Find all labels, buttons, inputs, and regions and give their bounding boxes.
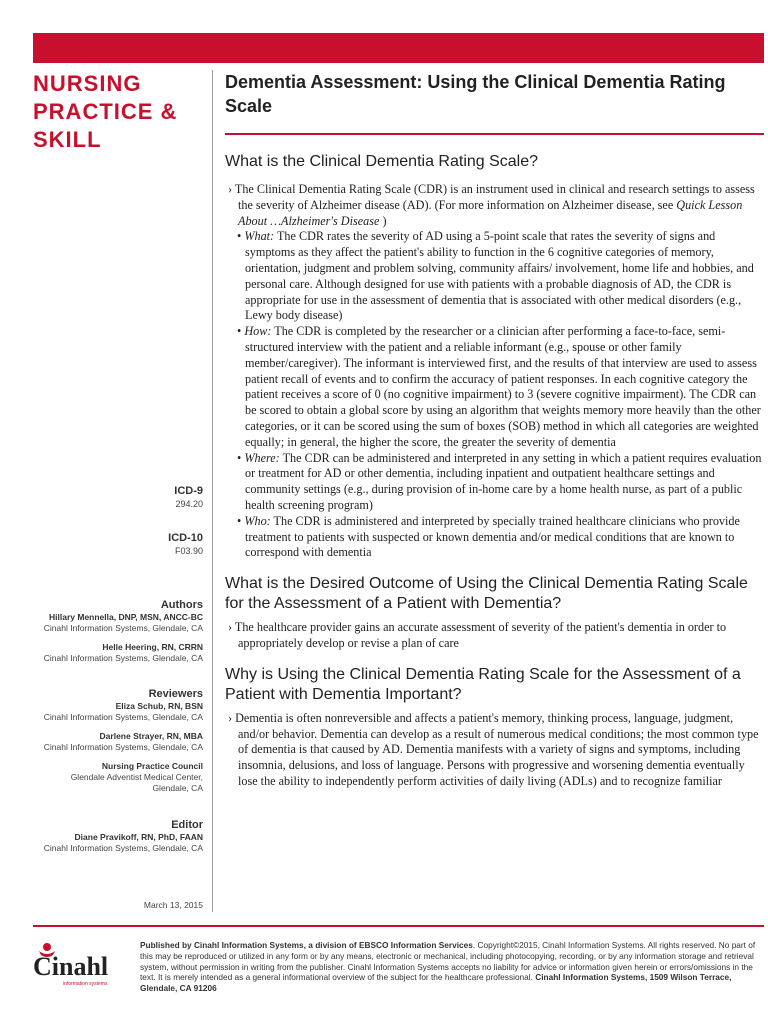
author-org: Cinahl Information Systems, Glendale, CA (43, 653, 203, 663)
document-title: Dementia Assessment: Using the Clinical Dementia Rating Scale (225, 72, 726, 116)
bullet-item: • Who: The CDR is administered and interpreted by specially trained healthcare clinicians who provide treatment to patients with suspected or known dementia and/or medical conditions that are known to correspond with dementia (237, 513, 740, 560)
paragraph-text: ) (379, 213, 387, 228)
bullet-text: The CDR is administered and interpreted by specially trained healthcare clinicians who provide treatment to patients with suspected or known dementia and/or medical conditions that are known to correspond with dementia (245, 513, 740, 560)
logo-wordmark: Cinahl (33, 952, 109, 981)
bullet-label: Who: (244, 513, 271, 528)
author-name: Hillary Mennella, DNP, MSN, ANCC-BC (49, 612, 203, 622)
icd9-block (33, 484, 203, 510)
brand-line-2: PRACTICE & (33, 99, 178, 124)
footer-body: . Copyright©2015, Cinahl Information Systems. All rights reserved. No part of this may be reproduced or utilized in any form or by any means, electronic or mechanical, including photocopying, recording, or by any information storage and retrieval system, without permission in writing from the publisher. Cinahl Information Systems accepts no liability for advice or information given herein or errors/omissions in the text. It is merely intended as a general informational overview of the subject for the healthcare professional. (140, 940, 756, 983)
reviewer-org: Cinahl Information Systems, Glendale, CA (43, 742, 203, 752)
bullet-label: How: (244, 324, 272, 339)
title-rule (225, 133, 764, 135)
column-divider (212, 70, 213, 912)
date-block (33, 900, 203, 911)
author-name: Helle Heering, RN, CRRN (102, 642, 203, 652)
section-heading: What is the Desired Outcome of Using the Clinical Dementia Rating Scale for the Assessment of a Patient with Dementia? (225, 575, 748, 613)
footer-publisher: Published by Cinahl Information Systems, a division of EBSCO Information Services (140, 940, 473, 950)
icd9-code: 294.20 (175, 499, 203, 509)
editor-block (33, 818, 203, 854)
bullet-text: The CDR can be administered and interpreted in any setting in which a patient requires evaluation or treatment for AD or other dementia, including inpatient and outpatient healthcare settings and community settings (e.g., during provision of in-home care by a home health nurse, as part of a public health screening program) (245, 450, 762, 512)
reviewer-name: Darlene Strayer, RN, MBA (99, 731, 203, 741)
icd9-label: ICD-9 (174, 485, 203, 497)
bullet-text: The CDR rates the severity of AD using a 5-point scale that rates the severity of signs and symptoms as they affect the patient's ability to function in the 6 cognitive categories of memory, orientation, judgment and problem solving, community affairs/ involvement, home life and hobbies, and personal care. Although designed for use with patients with a probable diagnosis of AD, the CDR is appropriate for use in the assessment of dementia that is associated with other medical disorders (e.g., Lewy body disease) (245, 229, 754, 323)
editor-org: Cinahl Information Systems, Glendale, CA (43, 843, 203, 853)
council-city: Glendale, CA (152, 783, 203, 793)
paragraph: › The healthcare provider gains an accurate assessment of severity of the patient's dementia in order to appropriately develop or revise a plan of care (228, 620, 727, 650)
bullet-label: Where: (244, 450, 280, 465)
bullet-text: The CDR is completed by the researcher or a clinician after performing a face-to-face, semi-structured interview with the patient and a reliable informant (e.g., spouse or other family member/caregiver). The informant is interviewed first, and the results of that interview are used to assess patient recall of events and to confirm the accuracy of patient responses. In each cognitive category the patient receives a score of 0 (no cognitive impairment) to 3 (severe cognitive impairment). The CDR can be scored to obtain a global score by using an algorithm that weights memory more heavily than the other categories, or it can be scored using the sum of boxes (SOB) method in which all categories are weighted equally; in general, the higher the score, the greater the severity of dementia (245, 324, 761, 449)
icd10-label: ICD-10 (168, 532, 203, 544)
publication-date: March 13, 2015 (143, 900, 203, 910)
brand-line-3: SKILL (33, 127, 102, 152)
editor-label: Editor (171, 819, 203, 831)
editor-name: Diane Pravikoff, RN, PhD, FAAN (74, 832, 203, 842)
reviewers-label: Reviewers (148, 688, 203, 700)
council-name: Nursing Practice Council (101, 761, 203, 771)
brand-line-1: NURSING (33, 71, 142, 96)
cinahl-logo (33, 937, 133, 989)
bullet-item: • Where: The CDR can be administered and interpreted in any setting in which a patient requires evaluation or treatment for AD or other dementia, including inpatient and outpatient healthcare settings and community settings (e.g., during provision of in-home care by a home health nurse, as part of a public health screening program) (237, 450, 762, 512)
bullet-item: • How: The CDR is completed by the researcher or a clinician after performing a face-to-face, semi-structured interview with the patient and a reliable informant (e.g., spouse or other family member/caregiver). The informant is interviewed first, and the results of that interview are used to assess patient recall of events and to confirm the accuracy of patient responses. In each cognitive category the patient receives a score of 0 (no cognitive impairment) to 3 (severe cognitive impairment). The CDR can be scored to obtain a global score by using an algorithm that weights memory more heavily than the other categories, or it can be scored using the sum of boxes (SOB) method in which all categories are weighted equally; in general, the higher the score, the greater the severity of dementia (237, 324, 761, 449)
icd10-code: F03.90 (174, 546, 203, 556)
council-org: Glendale Adventist Medical Center, (70, 772, 203, 782)
reviewers-block (33, 687, 203, 794)
logo-subtitle: information systems (63, 981, 108, 987)
lesson-reference: Quick Lesson About …Alzheimer's Disease (238, 197, 743, 228)
footer-rule (33, 925, 764, 927)
icd10-block (33, 531, 203, 557)
paragraph-text: › The Clinical Dementia Rating Scale (CDR) is an instrument used in clinical and research settings to assess the severity of Alzheimer disease (AD). (For more information on Alzheimer disease, see (228, 182, 755, 212)
authors-block (33, 598, 203, 664)
section-heading: What is the Clinical Dementia Rating Scale? (225, 153, 539, 170)
paragraph: › Dementia is often nonreversible and affects a patient's memory, thinking process, language, judgment, and/or behavior. Dementia can develop as a result of numerous medical conditions; the most common type of dementia is that caused by AD. Dementia manifests with a variety of signs and symptoms, including insomnia, delusions, and loss of language. Persons with progressive and worsening dementia eventually lose the ability to independently perform activities of daily living (ADLs) and to recognize familiar (228, 710, 759, 788)
bullet-label: What: (244, 229, 275, 244)
brand-title (33, 70, 213, 154)
reviewer-org: Cinahl Information Systems, Glendale, CA (43, 712, 203, 722)
reviewer-name: Eliza Schub, RN, BSN (115, 701, 203, 711)
footer-address: Cinahl Information Systems, 1509 Wilson Terrace, Glendale, CA 91206 (140, 972, 732, 994)
section-heading: Why is Using the Clinical Dementia Rating Scale for the Assessment of a Patient with Dementia Important? (225, 665, 741, 703)
footer-copyright (140, 940, 765, 994)
top-banner (33, 33, 764, 63)
paragraph (225, 182, 765, 229)
author-org: Cinahl Information Systems, Glendale, CA (43, 623, 203, 633)
bullet-item: • What: The CDR rates the severity of AD using a 5-point scale that rates the severity of signs and symptoms as they affect the patient's ability to function in the 6 cognitive categories of memory, orientation, judgment and problem solving, community affairs/ involvement, home life and hobbies, and personal care. Although designed for use with patients with a probable diagnosis of AD, the CDR is appropriate for use in the assessment of dementia that is associated with other medical disorders (e.g., Lewy body disease) (237, 229, 754, 323)
main-content (225, 152, 765, 790)
authors-label: Authors (160, 599, 203, 611)
